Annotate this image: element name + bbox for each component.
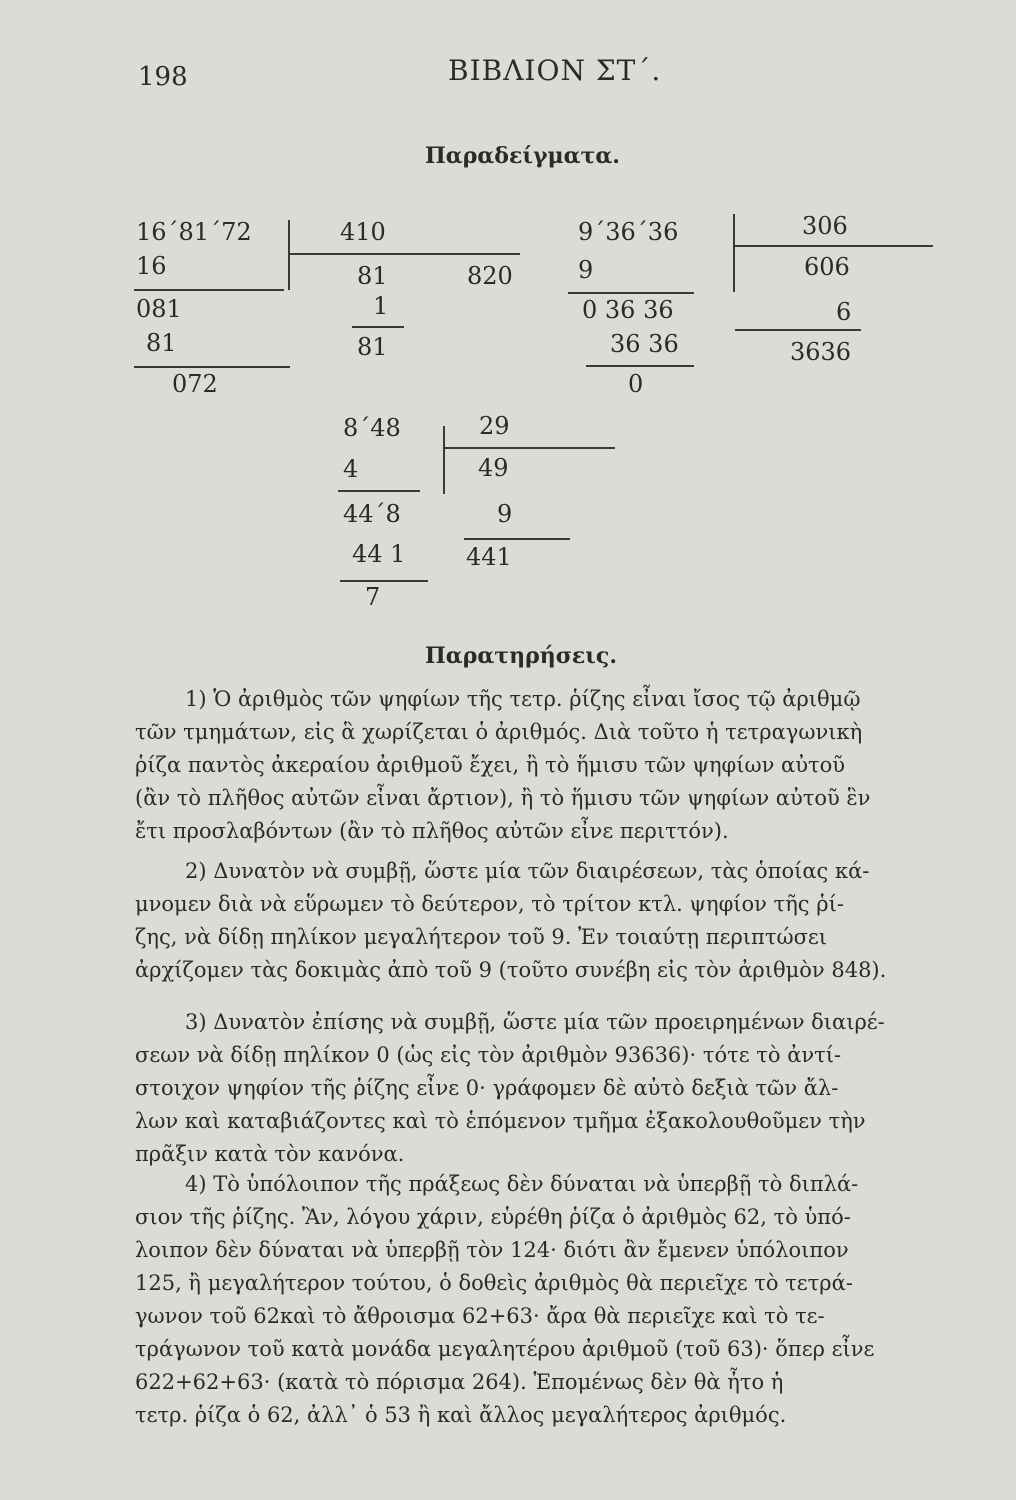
remark-4-line: γωνον τοῦ 62καὶ τὸ ἄθροισμα 62+63· ἄρα θὰ περιεῖχε καὶ τὸ τε- [135, 1304, 825, 1328]
ex3-product: 441 [466, 543, 512, 571]
remark-4 [135, 1168, 874, 1432]
ex2-product: 3636 [790, 338, 852, 366]
ex1-remainder-1: 081 [136, 295, 182, 323]
ex3-divider [443, 426, 445, 494]
ex2-root-rule [735, 245, 933, 247]
ex1-product-rule [352, 326, 404, 328]
remark-3-line: στοιχον ψηφίον τῆς ῥίζης εἶνε 0· γράφομεν δὲ αὐτὸ δεξιὰ τῶν ἄλ- [135, 1076, 839, 1100]
book-title: ΒΙΒΛΙΟΝ ΣΤ΄. [448, 54, 662, 87]
ex1-root: 410 [340, 218, 386, 246]
remarks-heading: Παρατηρήσεις. [425, 643, 617, 669]
remark-2-line: μνομεν διὰ νὰ εὕρωμεν τὸ δεύτερον, τὸ τρίτον κτλ. ψηφίον τῆς ῥί- [135, 892, 844, 916]
ex1-side-value: 820 [467, 262, 513, 290]
remark-1-line: τῶν τμημάτων, εἰς ἃ χωρίζεται ὁ ἀριθμός. Διὰ τοῦτο ἡ τετραγωνικὴ [135, 720, 863, 744]
ex1-digit: 1 [373, 292, 389, 320]
ex3-product-rule [464, 538, 570, 540]
ex3-digit: 9 [497, 500, 513, 528]
ex2-rule-1 [568, 292, 694, 294]
ex3-radicand: 8΄48 [343, 414, 401, 442]
remark-2-line: ἀρχίζομεν τὰς δοκιμὰς ἀπὸ τοῦ 9 (τοῦτο συνέβη εἰς τὸν ἀριθμὸν 848). [135, 958, 887, 982]
ex2-first-square: 9 [578, 256, 594, 284]
examples-heading: Παραδείγματα. [425, 143, 620, 169]
remark-2-line: 2) Δυνατὸν νὰ συμβῇ, ὥστε μία τῶν διαιρέσεων, τὰς ὁποίας κά- [185, 859, 870, 883]
ex3-root: 29 [479, 412, 510, 440]
ex2-divisor: 606 [804, 253, 850, 281]
page-number: 198 [138, 62, 188, 92]
ex1-divisor: 81 [357, 262, 388, 290]
remark-1-line: ῥίζα παντὸς ἀκεραίου ἀριθμοῦ ἔχει, ἢ τὸ ἥμισυ τῶν ψηφίων αὐτοῦ [135, 753, 846, 777]
remark-3-line: σεων νὰ δίδῃ πηλίκον 0 (ὡς εἰς τὸν ἀριθμὸν 93636)· τότε τὸ ἀντί- [135, 1043, 842, 1067]
ex3-remainder-1: 44΄8 [343, 500, 401, 528]
remark-1-line: 1) Ὁ ἀριθμὸς τῶν ψηφίων τῆς τετρ. ῥίζης εἶναι ἴσος τῷ ἀριθμῷ [185, 687, 861, 711]
remark-2-line: ζης, νὰ δίδῃ πηλίκον μεγαλήτερον τοῦ 9. Ἐν τοιαύτῃ περιπτώσει [135, 925, 828, 949]
ex2-root: 306 [802, 212, 848, 240]
ex2-final-remainder: 0 [628, 370, 644, 398]
ex1-rule-1 [134, 289, 284, 291]
ex1-rule-2 [134, 366, 290, 368]
remark-4-line: σιον τῆς ῥίζης. Ἂν, λόγου χάριν, εὑρέθη ῥίζα ὁ ἀριθμὸς 62, τὸ ὑπό- [135, 1205, 851, 1229]
ex1-final-remainder: 072 [172, 370, 218, 398]
ex2-remainder-1: 0 36 36 [582, 296, 674, 324]
remark-1-line: (ἂν τὸ πλῆθος αὐτῶν εἶναι ἄρτιον), ἢ τὸ ἥμισυ τῶν ψηφίων αὐτοῦ ἓν [135, 786, 871, 810]
remark-3-line: 3) Δυνατὸν ἐπίσης νὰ συμβῇ, ὥστε μία τῶν προειρημένων διαιρέ- [185, 1010, 885, 1034]
remark-4-line: 125, ἢ μεγαλήτερον τούτου, ὁ δοθεὶς ἀριθμὸς θὰ περιεῖχε τὸ τετρά- [135, 1271, 853, 1295]
ex1-radicand: 16΄81΄72 [136, 218, 252, 246]
ex2-product-rule [735, 329, 861, 331]
ex1-first-square: 16 [136, 252, 167, 280]
ex1-product: 81 [357, 333, 388, 361]
ex3-root-rule [445, 447, 615, 449]
ex3-final-remainder: 7 [365, 583, 381, 611]
remark-4-line: τετρ. ῥίζα ὁ 62, ἀλλ᾽ ὁ 53 ἢ καὶ ἄλλος μεγαλήτερος ἀριθμός. [135, 1403, 787, 1427]
remark-3-line: πρᾶξιν κατὰ τὸν κανόνα. [135, 1142, 405, 1166]
remark-1 [135, 683, 870, 848]
remark-3-line: λων καὶ καταβιάζοντες καὶ τὸ ἑπόμενον τμῆμα ἐξακολουθοῦμεν τὴν [135, 1109, 866, 1133]
ex3-sub-2: 44 1 [352, 540, 406, 568]
ex1-divider [288, 220, 290, 290]
remark-4-line: λοιπον δὲν δύναται νὰ ὑπερβῇ τὸν 124· διότι ἂν ἔμενεν ὑπόλοιπον [135, 1238, 849, 1262]
ex3-divisor: 49 [478, 454, 509, 482]
ex2-digit: 6 [836, 298, 852, 326]
ex2-sub-2: 36 36 [610, 330, 679, 358]
ex3-rule-2 [340, 580, 428, 582]
remark-4-line: 622+62+63· (κατὰ τὸ πόρισμα 264). Ἑπομένως δὲν θὰ ἦτο ἡ [135, 1370, 784, 1394]
ex3-first-square: 4 [343, 455, 359, 483]
ex2-divider [733, 214, 735, 292]
remark-1-line: ἔτι προσλαβόντων (ἂν τὸ πλῆθος αὐτῶν εἶνε περιττόν). [135, 819, 729, 843]
remark-4-line: τράγωνον τοῦ κατὰ μονάδα μεγαλητέρου ἀριθμοῦ (τοῦ 63)· ὅπερ εἶνε [135, 1337, 875, 1361]
remark-2 [135, 855, 886, 987]
ex2-rule-2 [586, 365, 694, 367]
remark-4-line: 4) Τὸ ὑπόλοιπον τῆς πράξεως δὲν δύναται νὰ ὑπερβῇ τὸ διπλά- [185, 1172, 859, 1196]
ex1-root-rule [290, 253, 520, 255]
ex3-rule-1 [338, 490, 420, 492]
remark-3 [135, 1006, 885, 1171]
ex1-sub-2: 81 [146, 329, 177, 357]
ex2-radicand: 9΄36΄36 [578, 218, 679, 246]
